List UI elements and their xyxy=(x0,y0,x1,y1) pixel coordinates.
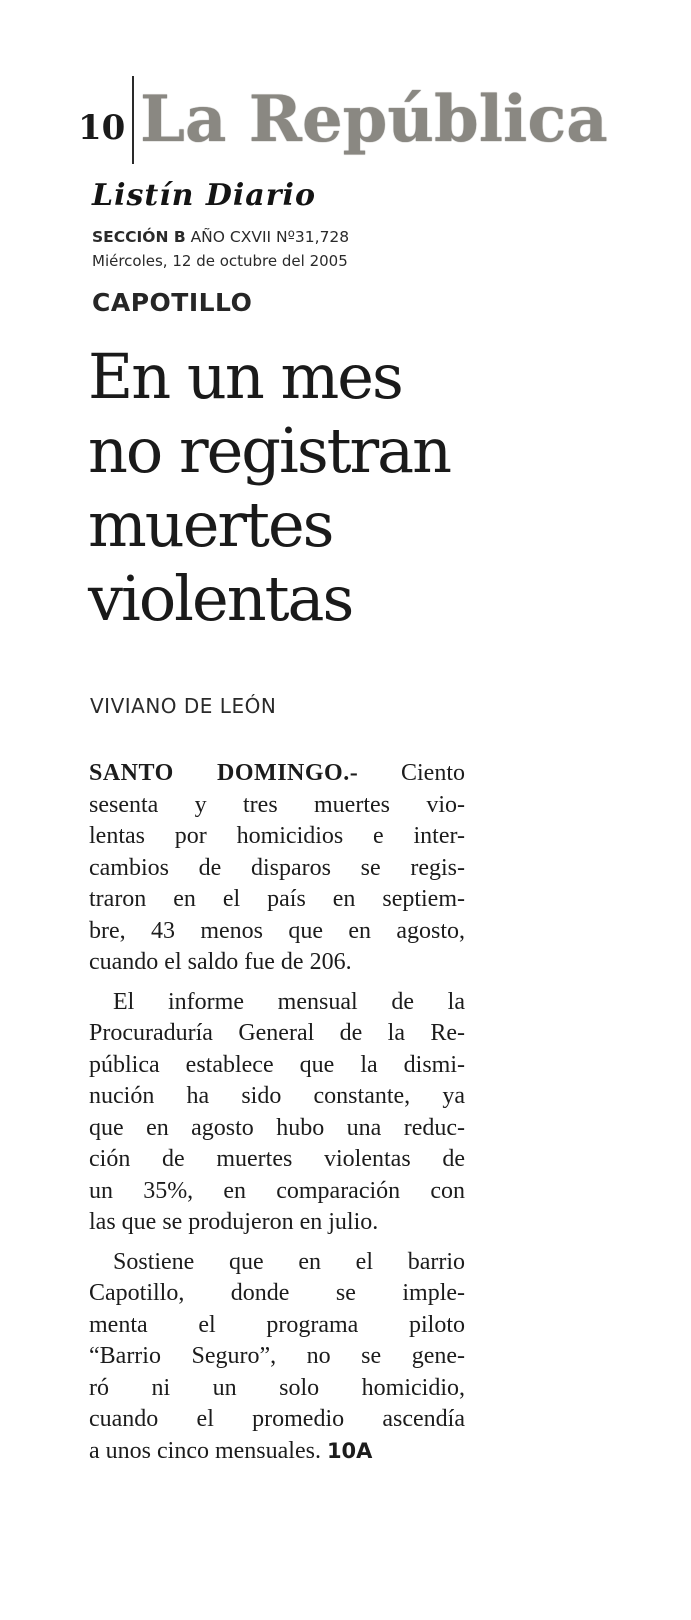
body-line: lentas por homicidios e inter- xyxy=(89,823,465,849)
headline-line: violentas xyxy=(88,562,353,635)
body-line: Sostiene que en el barrio xyxy=(113,1248,465,1275)
body-line: Procuraduría General de la Re- xyxy=(89,1020,465,1046)
body-line-text: a unos cinco mensuales. xyxy=(89,1437,321,1464)
body-line: El informe mensual de la xyxy=(113,988,465,1015)
edition-info xyxy=(92,228,349,246)
edition-number: AÑO CXVII Nº31,728 xyxy=(190,228,350,246)
article-headline xyxy=(88,340,528,636)
body-line: cuando el saldo fue de 206. xyxy=(89,949,352,975)
body-line: menta el programa piloto xyxy=(89,1311,465,1338)
body-line: bre, 43 menos que en agosto, xyxy=(89,917,465,944)
newspaper-logo: Listín Diario xyxy=(92,178,316,213)
body-line: ró ni un solo homicidio, xyxy=(89,1374,465,1401)
body-line xyxy=(89,1436,465,1468)
jump-reference: 10A xyxy=(326,1438,373,1463)
headline-line: En un mes xyxy=(88,340,402,413)
section-masthead xyxy=(78,74,658,164)
body-line: un 35%, en comparación con xyxy=(89,1177,465,1204)
body-line: traron en el país en septiem- xyxy=(89,886,465,912)
body-line: “Barrio Seguro”, no se gene- xyxy=(89,1343,465,1369)
body-line: nución ha sido constante, ya xyxy=(89,1083,465,1109)
article-byline: VIVIANO DE LEÓN xyxy=(90,694,277,718)
section-label: SECCIÓN B xyxy=(92,228,186,246)
masthead-divider xyxy=(132,76,134,164)
headline-line: no registran xyxy=(88,414,451,487)
body-line: ción de muertes violentas de xyxy=(89,1146,465,1172)
article-body xyxy=(89,758,465,1467)
body-line: Capotillo, donde se imple- xyxy=(89,1280,465,1306)
headline-line: muertes xyxy=(88,488,333,561)
body-line: las que se produjeron en julio. xyxy=(89,1209,379,1235)
page-number: 10 xyxy=(78,108,126,148)
body-line: cambios de disparos se regis- xyxy=(89,854,465,881)
body-line: cuando el promedio ascendía xyxy=(89,1406,465,1432)
section-title: La República xyxy=(140,82,608,157)
article-kicker: CAPOTILLO xyxy=(92,288,253,317)
publication-date: Miércoles, 12 de octubre del 2005 xyxy=(92,252,348,270)
body-line: sesenta y tres muertes vio- xyxy=(89,791,465,818)
body-line: pública establece que la dismi- xyxy=(89,1051,465,1078)
body-line xyxy=(89,758,465,790)
article-dateline: SANTO DOMINGO.- xyxy=(89,760,359,786)
body-line-text: Ciento xyxy=(401,760,465,786)
body-line: que en agosto hubo una reduc- xyxy=(89,1114,465,1141)
